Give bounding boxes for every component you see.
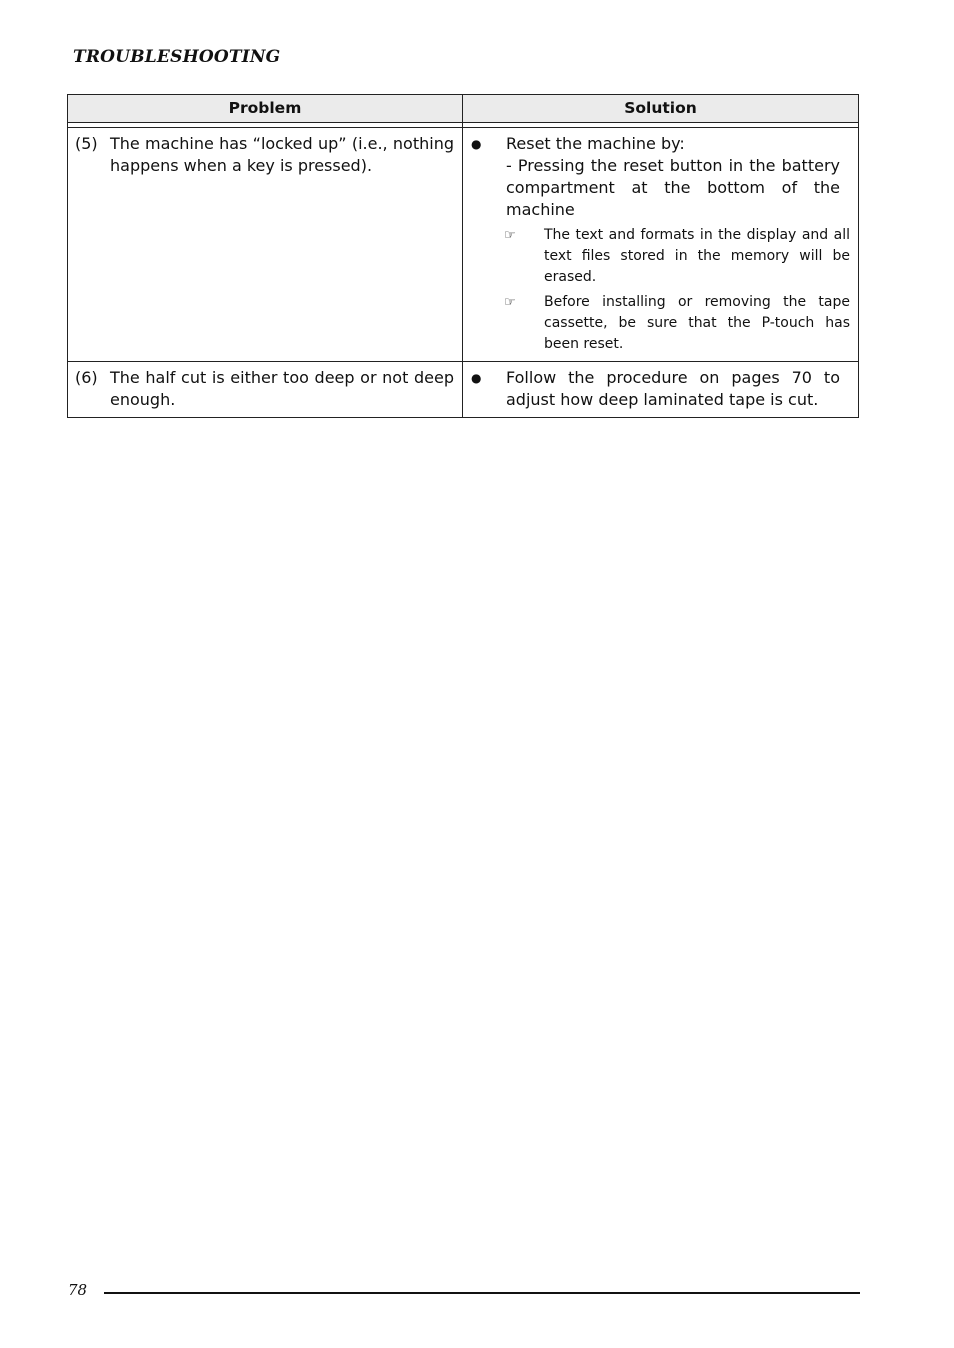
solution-text: - Pressing the reset button in the battery (506, 156, 840, 175)
problem-text: The half cut is either too deep or not deep enough. (110, 368, 454, 409)
table-row (68, 362, 858, 417)
troubleshooting-table (67, 94, 859, 418)
problem-header: Problem (68, 95, 462, 123)
pointing-hand-icon: ☞ (504, 295, 516, 310)
solution-text: compartment at the bottom of the (506, 178, 840, 197)
solution-text: Follow the procedure on pages 70 to (506, 368, 840, 387)
solution-text: Reset the machine by: (506, 134, 685, 153)
note-text: Before installing or removing the tape cassette, be sure that the P-touch has been reset. (544, 294, 850, 352)
pointing-hand-icon: ☞ (504, 228, 516, 243)
note-text: The text and formats in the display and all text files stored in the memory will be erased. (544, 227, 850, 285)
note (504, 292, 850, 355)
solution-text: machine (506, 200, 575, 219)
table-row (68, 128, 858, 362)
solution-text: adjust how deep laminated tape is cut. (506, 390, 819, 409)
solution-header: Solution (463, 95, 858, 123)
table-header-row (68, 95, 858, 128)
bullet-icon: ● (471, 371, 482, 385)
note (504, 225, 850, 288)
bullet-icon: ● (471, 137, 482, 151)
footer-divider (104, 1292, 860, 1294)
problem-number: (6) (75, 368, 98, 387)
section-title: TROUBLESHOOTING (73, 47, 281, 67)
problem-text: The machine has “locked up” (i.e., nothing happens when a key is pressed). (110, 134, 454, 175)
problem-number: (5) (75, 134, 98, 153)
page-number: 78 (68, 1281, 88, 1299)
